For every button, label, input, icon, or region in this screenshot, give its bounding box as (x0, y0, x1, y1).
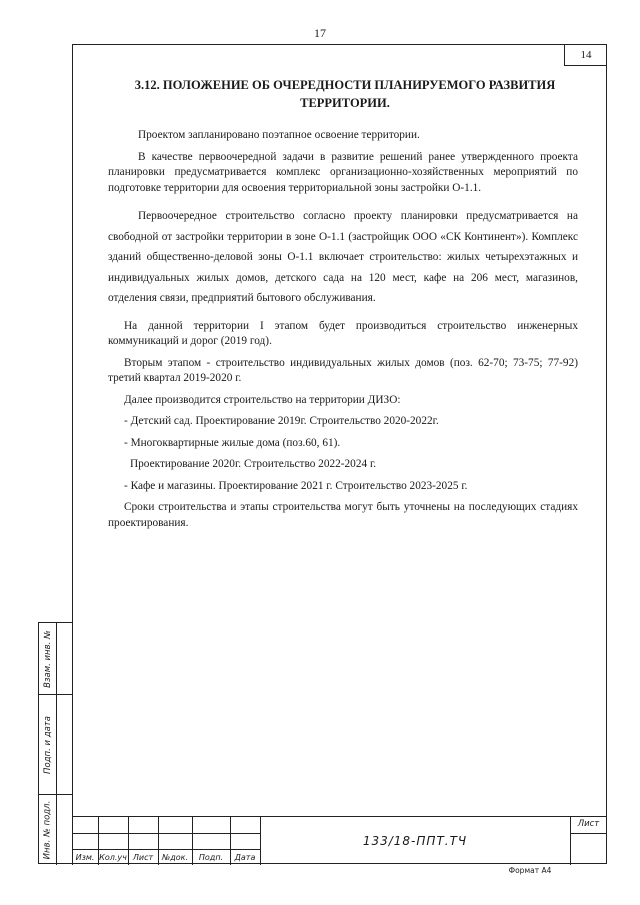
side-stamp-cell (39, 695, 73, 795)
page-number-top: 17 (314, 26, 326, 40)
document-body (108, 128, 578, 531)
stamp-column-label: Лист (132, 853, 154, 862)
sheet-number-box: 14 (564, 44, 607, 66)
section-title-line1: 3.12. ПОЛОЖЕНИЕ ОБ ОЧЕРЕДНОСТИ ПЛАНИРУЕМОГО РАЗВИТИЯ (134, 78, 556, 92)
paragraph: Сроки строительства и этапы строительства могут быть уточнены на последующих стадиях проектирования. (108, 501, 578, 529)
side-stamp-label: Подп. и дата (42, 715, 53, 774)
title-block-stamp (72, 816, 607, 864)
paragraph: Далее производится строительство на территории ДИЗО: (124, 393, 401, 406)
paragraph: Первоочередное строительство согласно проекту планировки предусматривается на свободной от застройки территории в зоне О-1.1 (застройщик ООО «СК Континент»). Комплекс зданий общественно-деловой зоны О-1.1 включает строительство: жилых четырехэтажных и индивидуальных жилых домов, детского сада на 120 мест, кафе на 206 мест, магазинов, отделения связи, предприятий бытового обслуживания. (108, 210, 578, 304)
side-stamp-cell (39, 623, 73, 695)
paragraph: В качестве первоочередной задачи в развитие решений ранее утвержденного проекта планировки предусматривается комплекс организационно-хозяйственных мероприятий по подготовке территории для освоения территориальной зоны застройки О-1.1. (108, 150, 578, 194)
stamp-column-label: Кол.уч (99, 853, 127, 862)
stamp-column-label: Изм. (75, 853, 95, 862)
section-title-line2: ТЕРРИТОРИИ. (300, 96, 390, 110)
list-item: - Многоквартирные жилые дома (поз.60, 61). (124, 436, 341, 449)
stamp-column-label: Подп. (198, 853, 224, 862)
list-item: Проектирование 2020г. Строительство 2022-2024 г. (130, 458, 377, 470)
side-stamp-cell (39, 795, 73, 865)
paragraph: Вторым этапом - строительство индивидуальных жилых домов (поз. 62-70; 73-75; 77-92) третий квартал 2019-2020 г. (108, 356, 578, 384)
list-item: - Детский сад. Проектирование 2019г. Строительство 2020-2022г. (124, 415, 439, 427)
side-stamp (38, 622, 72, 864)
paragraph: Проектом запланировано поэтапное освоение территории. (138, 129, 420, 141)
stamp-column-label: Дата (234, 853, 256, 862)
side-stamp-label: Взам. инв. № (42, 629, 53, 688)
side-stamp-label: Инв. № подл. (42, 800, 53, 860)
paragraph: На данной территории I этапом будет производиться строительство инженерных коммуникаций и дорог (2019 год). (108, 319, 578, 347)
section-title (110, 76, 580, 112)
paper-format: Формат А4 (508, 866, 552, 875)
list-item: - Кафе и магазины. Проектирование 2021 г. Строительство 2023-2025 г. (124, 479, 468, 492)
document-code: 133/18-ППТ.ТЧ (362, 834, 468, 848)
stamp-column-label: №док. (161, 853, 189, 862)
sheet-label: Лист (577, 819, 600, 829)
